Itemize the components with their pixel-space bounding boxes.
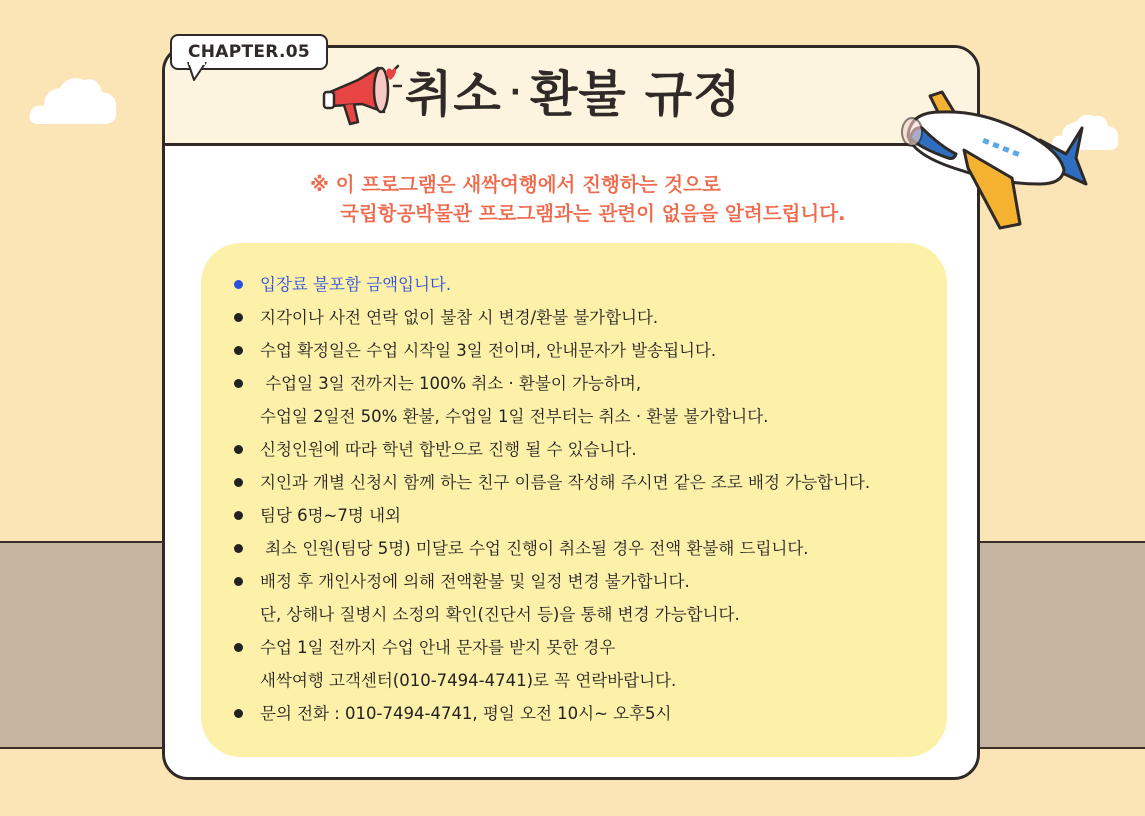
bullet-icon (234, 280, 243, 289)
bullet-icon (234, 478, 243, 487)
rule-item (234, 598, 870, 631)
rule-item (234, 697, 870, 730)
bullet-icon (234, 643, 243, 652)
notice-text (310, 170, 846, 228)
rule-item (234, 334, 870, 367)
rule-item (234, 433, 870, 466)
chapter-tag-tail (186, 62, 208, 82)
rule-text: 최소 인원(팀당 5명) 미달로 수업 진행이 취소될 경우 전액 환불해 드립니다. (260, 539, 809, 558)
rule-item (234, 631, 870, 664)
rule-item (234, 532, 870, 565)
bullet-icon (234, 379, 243, 388)
page-title (405, 64, 741, 126)
rule-text: 문의 전화 : 010-7494-4741, 평일 오전 10시~ 오후5시 (260, 704, 672, 723)
rule-item (234, 565, 870, 598)
rule-item (234, 499, 870, 532)
rule-text: 신청인원에 따라 학년 합반으로 진행 될 수 있습니다. (260, 440, 637, 459)
rule-text: 단, 상해나 질병시 소정의 확인(진단서 등)을 통해 변경 가능합니다. (260, 605, 740, 624)
bullet-icon (234, 346, 243, 355)
rule-text: 지각이나 사전 연락 없이 불참 시 변경/환불 불가합니다. (260, 308, 659, 327)
rule-text: 수업일 3일 전까지는 100% 취소 · 환불이 가능하며, (260, 374, 642, 393)
rule-text: 수업 1일 전까지 수업 안내 문자를 받지 못한 경우 (260, 638, 616, 657)
rule-text: 입장료 불포함 금액입니다. (260, 275, 452, 294)
cloud-icon (28, 72, 120, 128)
notice-line-2: 국립항공박물관 프로그램과는 관련이 없음을 알려드립니다. (340, 202, 846, 225)
rule-text: 수업 확정일은 수업 시작일 3일 전이며, 안내문자가 발송됩니다. (260, 341, 717, 360)
rule-text: 팀당 6명~7명 내외 (260, 506, 401, 525)
rule-item (234, 466, 870, 499)
chapter-tag: CHAPTER.05 (170, 34, 328, 70)
bullet-icon (234, 445, 243, 454)
airplane-illustration (900, 88, 1090, 238)
bullet-icon (234, 709, 243, 718)
rule-item (234, 400, 870, 433)
megaphone-icon (322, 62, 402, 134)
title-dot: · (509, 75, 523, 110)
rules-list (234, 268, 870, 730)
title-part2: 환불 규정 (530, 66, 742, 123)
rule-item (234, 664, 870, 697)
bullet-icon (234, 577, 243, 586)
rule-text: 새싹여행 고객센터(010-7494-4741)로 꼭 연락바랍니다. (260, 671, 677, 690)
bullet-icon (234, 511, 243, 520)
rule-item (234, 268, 870, 301)
notice-line-1: ※ 이 프로그램은 새싹여행에서 진행하는 것으로 (310, 173, 721, 196)
rule-text: 배정 후 개인사정에 의해 전액환불 및 일정 변경 불가합니다. (260, 572, 690, 591)
title-part1: 취소 (405, 66, 502, 123)
rule-text: 지인과 개별 신청시 함께 하는 친구 이름을 작성해 주시면 같은 조로 배정 가능합니다. (260, 473, 871, 492)
rule-item (234, 301, 870, 334)
bullet-icon (234, 544, 243, 553)
rule-text: 수업일 2일전 50% 환불, 수업일 1일 전부터는 취소 · 환불 불가합니다. (260, 407, 769, 426)
rule-item (234, 367, 870, 400)
bullet-icon (234, 313, 243, 322)
